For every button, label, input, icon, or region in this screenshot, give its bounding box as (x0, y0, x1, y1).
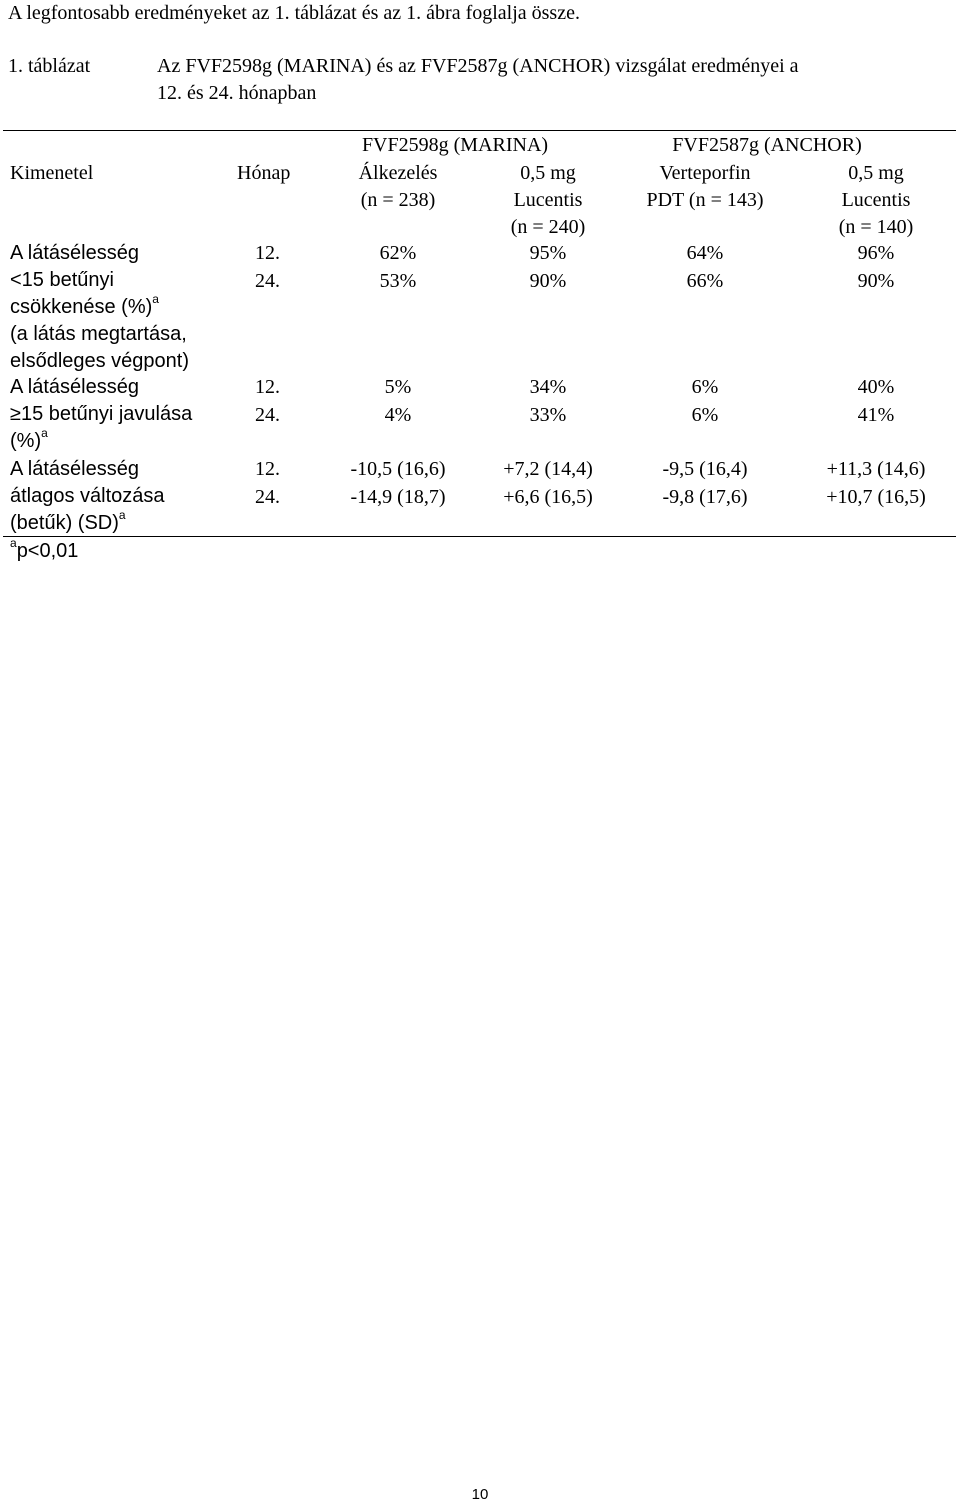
value-cell: +11,3 (14,6) (826, 458, 926, 480)
value-cell: 41% (857, 404, 895, 426)
value-cell: 4% (384, 404, 412, 426)
table-caption-label: 1. táblázat (8, 55, 91, 77)
header-lucentis-marina: 0,5 mg Lucentis (n = 240) (510, 162, 586, 238)
table-footnote: $^a$p<0,01 (10, 536, 79, 562)
value-cell: 96% (857, 242, 895, 264)
value-cell: 40% (857, 376, 895, 398)
header-month: Hónap (237, 162, 291, 184)
group-header-anchor: FVF2587g (ANCHOR) (672, 134, 862, 156)
value-cell: 95% (529, 242, 567, 264)
value-cell: 6% (691, 376, 719, 398)
value-cell: 66% (686, 270, 724, 292)
header-outcome: Kimenetel (10, 162, 94, 184)
value-cell: -14,9 (18,7) (350, 486, 446, 508)
header-verteporfin: Verteporfin PDT (n = 143) (646, 162, 764, 211)
group-header-marina: FVF2598g (MARINA) (361, 134, 549, 156)
value-cell: 64% (686, 242, 724, 264)
row-label-vision-gain: A látásélesség ≥15 betűnyi javulása (%)$^a$ (10, 376, 193, 452)
month-cell: 12. (255, 242, 280, 264)
value-cell: +7,2 (14,4) (503, 458, 593, 480)
month-cell: 24. (255, 486, 280, 508)
value-cell: +6,6 (16,5) (503, 486, 593, 508)
value-cell: -10,5 (16,6) (350, 458, 446, 480)
month-cell: 24. (255, 404, 280, 426)
value-cell: 6% (691, 404, 719, 426)
month-cell: 12. (255, 458, 280, 480)
page-number: 10 (471, 1486, 489, 1503)
value-cell: 90% (529, 270, 567, 292)
value-cell: -9,5 (16,4) (662, 458, 748, 480)
value-cell: +10,7 (16,5) (826, 486, 926, 508)
value-cell: 90% (857, 270, 895, 292)
value-cell: -9,8 (17,6) (662, 486, 748, 508)
table-top-rule (3, 130, 956, 131)
value-cell: 62% (379, 242, 417, 264)
header-sham: Álkezelés (n = 238) (358, 162, 438, 211)
value-cell: 34% (529, 376, 567, 398)
header-lucentis-anchor: 0,5 mg Lucentis (n = 140) (838, 162, 914, 238)
value-cell: 53% (379, 270, 417, 292)
month-cell: 24. (255, 270, 280, 292)
month-cell: 12. (255, 376, 280, 398)
table-caption-line1: Az FVF2598g (MARINA) és az FVF2587g (ANCHOR) vizsgálat eredményei a (157, 55, 799, 77)
value-cell: 33% (529, 404, 567, 426)
row-label-vision-loss: A látásélesség <15 betűnyi csökkenése (%)$^a$ (a látás megtartása, elsődleges végpont) (10, 242, 190, 372)
intro-text: A legfontosabb eredményeket az 1. táblázat és az 1. ábra foglalja össze. (8, 2, 580, 24)
value-cell: 5% (384, 376, 412, 398)
row-label-mean-change: A látásélesség átlagos változása (betűk) (SD)$^a$ (10, 458, 165, 534)
table-caption-line2: 12. és 24. hónapban (157, 82, 317, 104)
